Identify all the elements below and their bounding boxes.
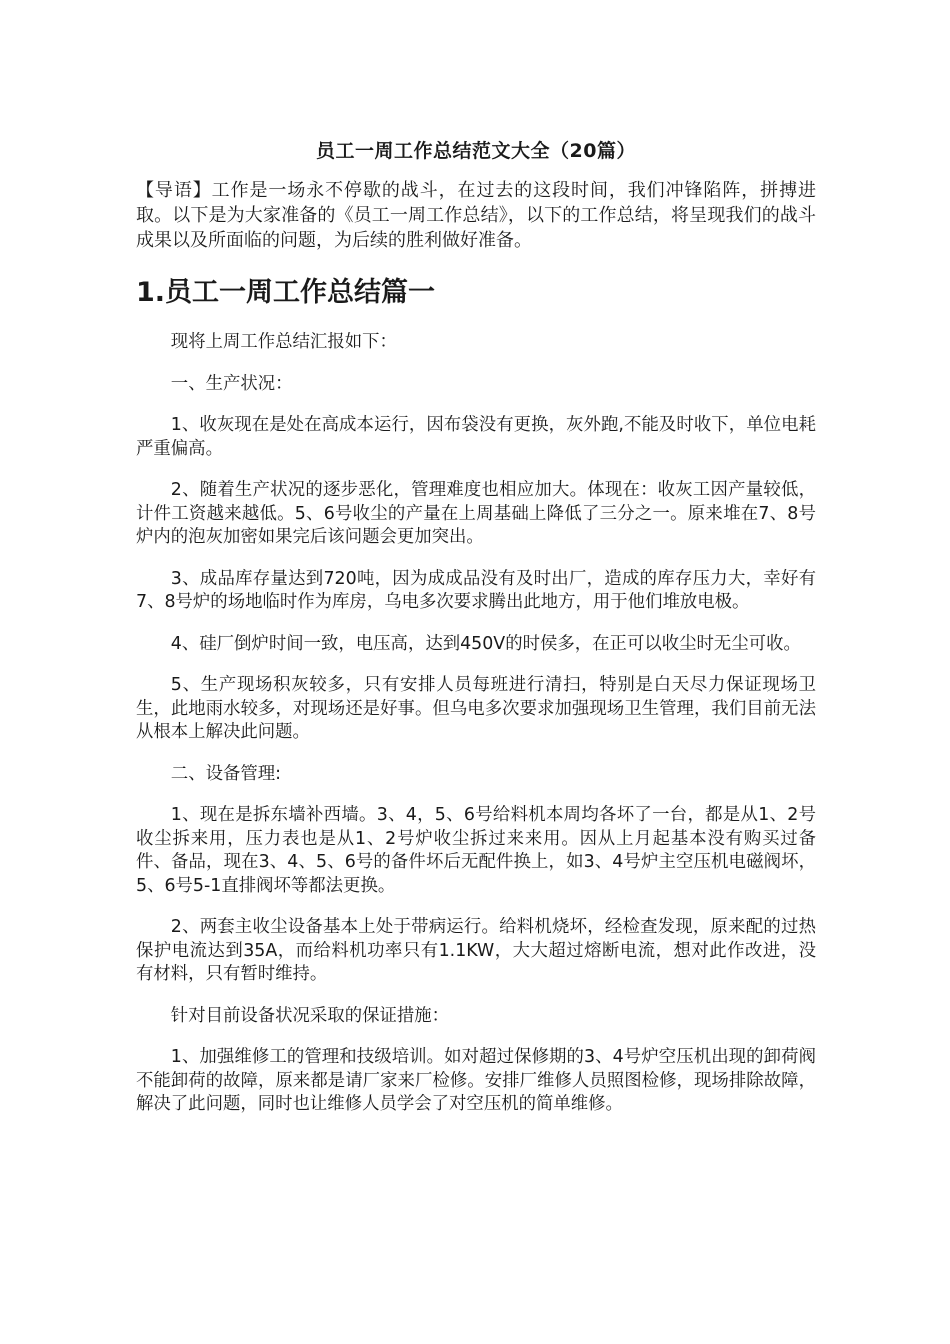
section-heading: 1.员工一周工作总结篇一	[136, 277, 436, 308]
paragraph-production-2: 2、随着生产状况的逐步恶化，管理难度也相应加大。体现在：收灰工因产量较低，计件工资越来越低。5、6号收尘的产量在上周基础上降低了三分之一。原来堆在7、8号炉内的泡灰加密如果完后该问题会更加突出。	[136, 480, 816, 547]
paragraph-report-opening: 现将上周工作总结汇报如下：	[170, 332, 397, 352]
paragraph-production-heading: 一、生产状况：	[170, 373, 293, 394]
paragraph-production-4: 4、硅厂倒炉时间一致，电压高，达到450V的时侯多，在正可以收尘时无尘可收。	[170, 633, 801, 654]
paragraph-measures-heading: 针对目前设备状况采取的保证措施：	[170, 1005, 450, 1026]
paragraph-equipment-1: 1、现在是拆东墙补西墙。3、4，5、6号给料机本周均各坏了一台，都是从1、2号收尘拆来用，压力表也是从1、2号炉收尘拆过来来用。因从上月起基本没有购买过备件、备品，现在3、4、5、6号的备件坏后无配件换上，如3、4号炉主空压机电磁阀坏，5、6号5-1直排阀坏等都法更换。	[136, 805, 816, 896]
paragraph-measures-1: 1、加强维修工的管理和技级培训。如对超过保修期的3、4号炉空压机出现的卸荷阀不能卸荷的故障，原来都是请厂家来厂检修。安排厂维修人员照图检修，现场排除故障，解决了此问题，同时也让维修人员学会了对空压机的简单维修。	[136, 1047, 816, 1114]
intro-paragraph: 【导语】工作是一场永不停歇的战斗，在过去的这段时间，我们冲锋陷阵，拼搏进取。以下是为大家准备的《员工一周工作总结》，以下的工作总结，将呈现我们的战斗成果以及所面临的问题，为后续的胜利做好准备。	[136, 180, 816, 251]
paragraph-production-5: 5、生产现场积灰较多，只有安排人员每班进行清扫，特别是白天尽力保证现场卫生，此地雨水较多，对现场还是好事。但乌电多次要求加强现场卫生管理，我们目前无法从根本上解决此问题。	[136, 675, 816, 742]
paragraph-equipment-2: 2、两套主收尘设备基本上处于带病运行。给料机烧坏，经检查发现，原来配的过热保护电流达到35A，而给料机功率只有1.1KW，大大超过熔断电流，想对此作改进，没有材料，只有暂时维持。	[136, 917, 816, 984]
paragraph-production-3: 3、成品库存量达到720吨，因为成成品没有及时出厂，造成的库存压力大，幸好有7、8号炉的场地临时作为库房，乌电多次要求腾出此地方，用于他们堆放电极。	[136, 568, 816, 612]
paragraph-production-1: 1、收灰现在是处在高成本运行，因布袋没有更换，灰外跑,不能及时收下，单位电耗严重偏高。	[136, 415, 816, 459]
document-body	[136, 138, 816, 1135]
paragraph-equipment-heading: 二、设备管理:	[170, 763, 282, 784]
document-title: 员工一周工作总结范文大全（20篇）	[316, 140, 636, 162]
